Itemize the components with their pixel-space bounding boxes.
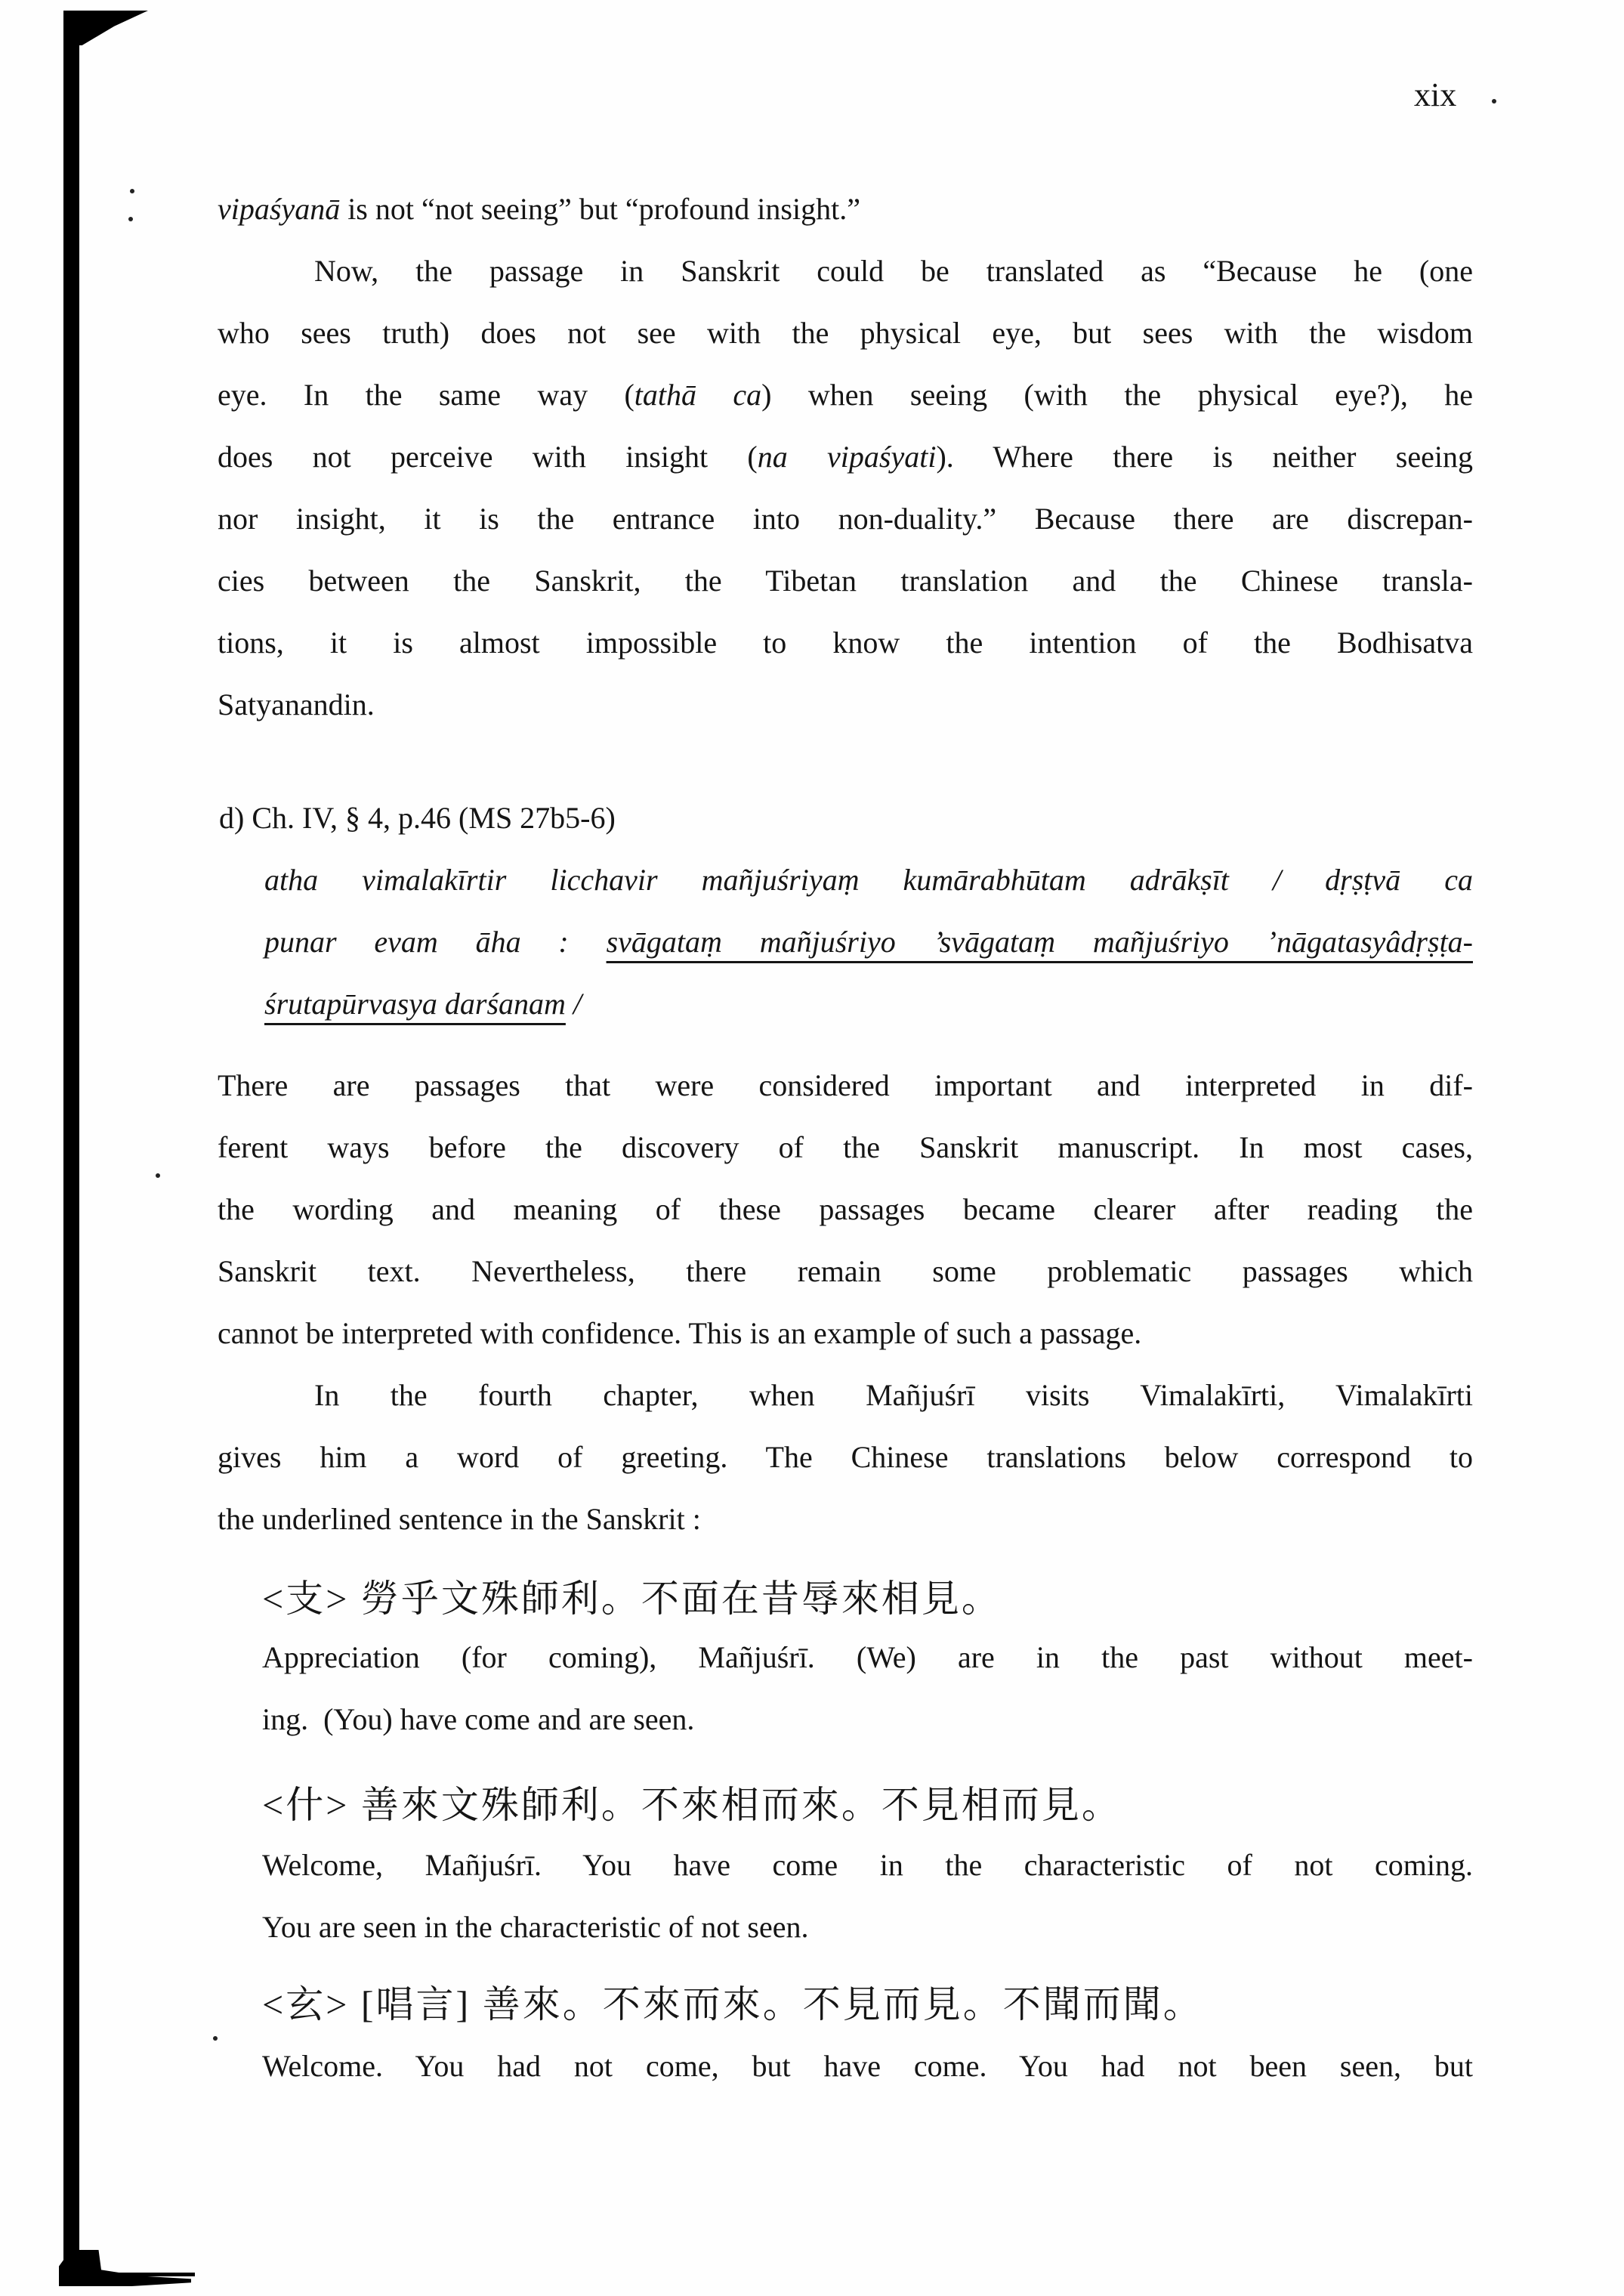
underlined-text-segment: śrutapūrvasya darśanam: [264, 987, 566, 1021]
paragraph-continuation: [218, 178, 1473, 240]
chinese-translation-block: [262, 1568, 1473, 1630]
text-line: nor insight, it is the entrance into non-duality.” Because there are discrepan-: [218, 502, 1473, 536]
text-line: Now, the passage in Sanskrit could be translated as “Because he (one: [314, 254, 1473, 288]
text-segment: /: [565, 987, 582, 1021]
english-line: Welcome. You had not come, but have come. You had not been seen, but: [262, 2049, 1473, 2083]
text-segment: does not perceive with insight (: [218, 440, 758, 474]
english-line: Appreciation (for coming), Mañjuśrī. (We) are in the past without meet-: [262, 1640, 1473, 1674]
scan-speck: [128, 217, 133, 221]
text-segment: na vipaśyati: [757, 440, 937, 474]
text-line: [218, 178, 1473, 240]
text-line: the underlined sentence in the Sanskrit :: [218, 1502, 701, 1536]
text-line: d) Ch. IV, § 4, p.46 (MS 27b5-6): [219, 801, 616, 835]
text-segment: vipaśyanā: [218, 192, 341, 226]
scan-artifact-bar-foot: [59, 2250, 191, 2286]
english-translation-block: [262, 1834, 1473, 1958]
underlined-text-segment: svāgataṃ mañjuśriyo ’svāgataṃ mañjuśriyo ’nāgatasyâdṛṣṭa-: [606, 925, 1473, 959]
text-line: gives him a word of greeting. The Chinese translations below correspond to: [218, 1440, 1473, 1474]
text-line: In the fourth chapter, when Mañjuśrī visits Vimalakīrti, Vimalakīrti: [314, 1378, 1473, 1412]
paragraph: [218, 240, 1473, 736]
scan-speck: [130, 189, 134, 193]
text-line: [264, 973, 1473, 1035]
english-line: You are seen in the characteristic of not seen.: [262, 1910, 809, 1944]
text-line: Satyanandin.: [218, 688, 375, 722]
text-line: Sanskrit text. Nevertheless, there remain some problematic passages which: [218, 1254, 1473, 1288]
text-segment: is not “not seeing” but “profound insight.”: [340, 192, 860, 226]
paragraph: [218, 1364, 1473, 1550]
english-line: Welcome, Mañjuśrī. You have come in the characteristic of not coming.: [262, 1848, 1473, 1882]
text-line: cies between the Sanskrit, the Tibetan translation and the Chinese transla-: [218, 564, 1473, 598]
text-line: cannot be interpreted with confidence. This is an example of such a passage.: [218, 1316, 1142, 1350]
text-line: ferent ways before the discovery of the Sanskrit manuscript. In most cases,: [218, 1130, 1473, 1164]
chinese-line: <支> 勞乎文殊師利。不面在昔辱來相見。: [262, 1578, 1002, 1620]
text-line: [264, 911, 1473, 973]
text-line: [218, 426, 1473, 488]
text-segment: ). Where there is neither seeing: [936, 440, 1473, 474]
text-segment: ) when seeing (with the physical eye?), he: [761, 378, 1473, 412]
scan-speck: [1492, 99, 1496, 104]
chinese-line: <什> 善來文殊師利。不來相而來。不見相而見。: [262, 1784, 1122, 1826]
text-line: who sees truth) does not see with the physical eye, but sees with the wisdom: [218, 316, 1473, 350]
scan-speck: [156, 1173, 160, 1178]
scan-smudge: [82, 2273, 195, 2276]
chinese-translation-block: [262, 1774, 1473, 1836]
english-line: ing. (You) have come and are seen.: [262, 1702, 695, 1736]
scan-speck: [213, 2036, 218, 2041]
section-heading: [219, 787, 1473, 849]
text-line: There are passages that were considered important and interpreted in dif-: [218, 1068, 1473, 1102]
chinese-line: <玄> [唱言] 善來。不來而來。不見而見。不聞而聞。: [262, 1983, 1203, 2026]
text-segment: punar evam āha :: [264, 925, 607, 959]
english-translation-block: [262, 1627, 1473, 1751]
text-line: the wording and meaning of these passages became clearer after reading the: [218, 1192, 1473, 1226]
text-line: [218, 364, 1473, 426]
text-line: tions, it is almost impossible to know the intention of the Bodhisatva: [218, 626, 1473, 660]
sanskrit-quote: [264, 849, 1473, 1035]
page-number: xix: [1414, 76, 1457, 113]
text-segment: tathā ca: [634, 378, 762, 412]
text-segment: eye. In the same way (: [218, 378, 634, 412]
text-line: atha vimalakīrtir licchavir mañjuśriyaṃ kumārabhūtam adrākṣīt / dṛṣṭvā ca: [264, 863, 1473, 897]
paragraph: [218, 1055, 1473, 1364]
english-translation-block: [262, 2035, 1473, 2097]
chinese-translation-block: [262, 1973, 1473, 2035]
scan-artifact-left-bar: [63, 11, 79, 2279]
